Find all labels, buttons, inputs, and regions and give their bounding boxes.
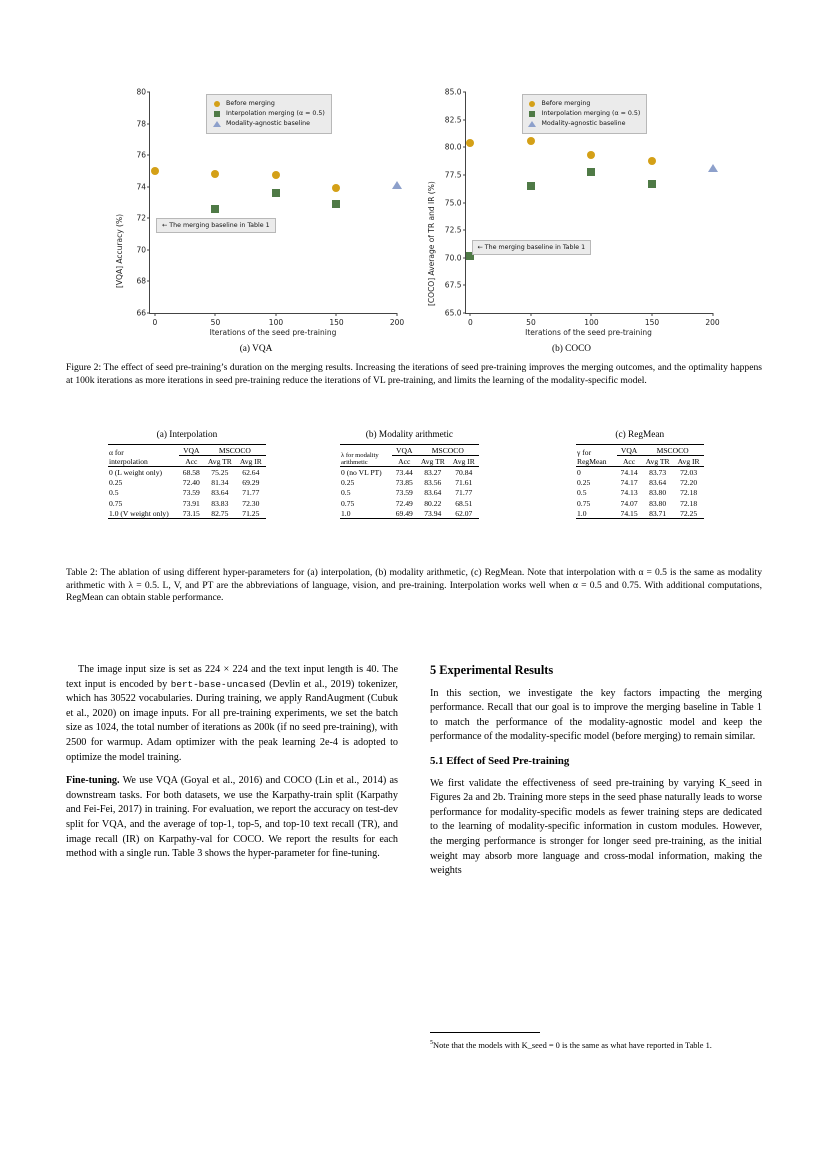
y-tick: 72.5 xyxy=(444,225,462,235)
table-row-label: 0 (L weight only) xyxy=(108,467,179,478)
y-tick: 85.0 xyxy=(444,87,462,97)
y-tick: 72 xyxy=(136,213,146,223)
coco-legend xyxy=(522,94,648,134)
tokenizer-name: bert-base-uncased xyxy=(170,678,266,690)
table-2a-col1-line1: α for xyxy=(109,447,124,457)
table-cell: 73.44 xyxy=(392,467,417,478)
body-column-left xyxy=(66,663,398,871)
table-row-label: 0.75 xyxy=(577,498,591,508)
y-tick: 80.0 xyxy=(444,142,462,152)
table-2a-title: (a) Interpolation xyxy=(156,430,218,440)
legend-label: Interpolation merging (α = 0.5) xyxy=(541,110,641,117)
y-tick: 80 xyxy=(136,87,146,97)
table-2a-grid xyxy=(108,444,266,519)
data-point-before-merging xyxy=(527,137,535,145)
table-2b-sub-tr: Avg TR xyxy=(420,456,445,466)
paragraph-implementation xyxy=(66,663,398,765)
figure-2b xyxy=(421,88,723,353)
table-cell: 71.77 xyxy=(242,488,260,498)
data-point-modality-agnostic-baseline xyxy=(392,181,402,189)
table-cell: 71.25 xyxy=(236,508,266,519)
table-cell: 69.29 xyxy=(242,478,260,488)
table-cell: 83.71 xyxy=(642,508,674,519)
table-row-label: 0.75 xyxy=(109,498,123,508)
table-cell: 62.07 xyxy=(449,508,479,519)
table-row-label: 1.0 xyxy=(340,508,392,519)
coco-annotation: ← The merging baseline in Table 1 xyxy=(472,240,592,255)
table-cell: 68.51 xyxy=(455,498,473,508)
table-row-label: 0.5 xyxy=(341,488,351,498)
table-2b-grid xyxy=(340,444,479,519)
legend-label: Before merging xyxy=(541,100,591,107)
table-cell: 81.34 xyxy=(211,478,229,488)
data-point-modality-agnostic-baseline xyxy=(708,164,718,172)
data-point-interpolation-merging xyxy=(587,168,595,176)
table-cell: 83.83 xyxy=(211,498,229,508)
table-cell: 73.85 xyxy=(395,478,413,488)
table-cell: 83.64 xyxy=(649,478,667,488)
table-cell: 83.80 xyxy=(649,488,667,498)
table-cell: 62.64 xyxy=(236,467,266,478)
table-cell: 83.27 xyxy=(417,467,449,478)
table-2a-sub-acc: Acc xyxy=(185,456,198,466)
table-cell: 72.40 xyxy=(182,478,200,488)
table-cell: 72.20 xyxy=(680,478,698,488)
table-cell: 71.77 xyxy=(455,488,473,498)
table-2b-col1-line1: λ for modality xyxy=(341,451,379,459)
x-tick: 200 xyxy=(705,318,720,327)
data-point-before-merging xyxy=(648,157,656,165)
coco-plot-axes xyxy=(444,87,720,327)
y-tick: 66 xyxy=(136,308,146,318)
legend-marker-square xyxy=(528,111,537,117)
table-2c-sub-acc: Acc xyxy=(622,456,636,466)
legend-label: Interpolation merging (α = 0.5) xyxy=(226,110,325,117)
x-tick: 150 xyxy=(329,318,344,327)
coco-plot-area xyxy=(444,87,720,327)
x-tick: 0 xyxy=(152,318,158,327)
table-2-caption: Table 2: The ablation of using different hyper-parameters for (a) interpolation, (b) modality arithmetic, (c) RegMean. Note that interpolation with α = 0.5 is the same as modality arithmetic with λ = 0.5. L, V, and PT are the abbreviations of language, vision, and pre-training. Interpolation works well when α = 0.5 and 0.75. With additional computations, RegMean can obtain stable performance. xyxy=(66,567,762,604)
paragraph-heading-finetuning: Fine-tuning. xyxy=(66,775,120,787)
table-cell: 73.59 xyxy=(395,488,413,498)
table-2c-group-vqa: VQA xyxy=(617,445,642,456)
table-cell: 74.15 xyxy=(617,508,642,519)
data-point-before-merging xyxy=(587,151,595,159)
table-2b-group-vqa: VQA xyxy=(392,445,417,456)
x-tick: 200 xyxy=(389,318,405,327)
y-tick: 74 xyxy=(136,182,146,192)
data-point-before-merging xyxy=(151,167,159,175)
data-point-interpolation-merging xyxy=(332,200,340,208)
data-point-interpolation-merging xyxy=(527,182,535,190)
paragraph-seed-pretraining: We first validate the effectiveness of seed pre-training by varying K_seed in Figures 2a and 2b. Training more steps in the seed phase naturally leads to worse performance for modality-specific models as fewer training steps are dedicated to the learning of modality-specific information in custom modules. However, the merging performance is stronger for longer seed pre-training, as the initial weight may absorb more language and cross-modal information, making the weights xyxy=(430,777,762,877)
table-row-label: 0 xyxy=(576,467,617,478)
data-point-before-merging xyxy=(211,170,219,178)
table-2c-group-mscoco: MSCOCO xyxy=(642,445,704,456)
table-2c-col1-line2: RegMean xyxy=(577,456,607,466)
table-cell: 83.73 xyxy=(642,467,674,478)
table-cell: 73.15 xyxy=(179,508,204,519)
table-2b-sub-ir: Avg IR xyxy=(452,456,475,466)
table-row-label: 1.0 xyxy=(576,508,617,519)
y-tick: 68 xyxy=(136,276,146,286)
table-cell: 72.25 xyxy=(674,508,704,519)
table-2a xyxy=(108,430,266,519)
table-2a-group-vqa: VQA xyxy=(179,445,204,456)
table-cell: 74.07 xyxy=(620,498,638,508)
table-cell: 74.14 xyxy=(617,467,642,478)
figure-2b-subcaption: (b) COCO xyxy=(552,344,591,354)
table-cell: 71.61 xyxy=(455,478,473,488)
table-cell: 72.30 xyxy=(242,498,260,508)
y-tick: 75.0 xyxy=(444,198,462,207)
table-2b-group-mscoco: MSCOCO xyxy=(417,445,479,456)
data-point-interpolation-merging xyxy=(272,189,280,197)
table-cell: 83.80 xyxy=(649,498,667,508)
table-row-label: 0.75 xyxy=(341,498,355,508)
footnote-marker: 5 xyxy=(430,1040,434,1047)
vqa-plot-area xyxy=(136,87,405,327)
table-cell: 83.56 xyxy=(424,478,442,488)
table-2c xyxy=(576,430,704,519)
figure-2 xyxy=(105,88,722,353)
figure-2a xyxy=(105,88,407,353)
para-text-b: (Devlin et al., 2019) tokenizer, which has 30522 vocabularies. During training, we apply RandAugment (Cubuk et al., 2020) on image inputs. For all pre-training experiments, we set the batch size as 1024, the total number of iterations as 200k (if no seed pre-training), with 2500 for warmup. Adam optimizer with the peak learning 2e-4 is adopted to optimize the model training. xyxy=(66,678,398,763)
table-cell: 83.64 xyxy=(211,488,229,498)
vqa-legend xyxy=(206,94,332,134)
table-cell: 68.58 xyxy=(179,467,204,478)
x-tick: 150 xyxy=(644,318,660,327)
table-cell: 72.03 xyxy=(674,467,704,478)
table-cell: 83.64 xyxy=(424,488,442,498)
vqa-y-axis-label: [VQA] Accuracy (%) xyxy=(115,213,124,288)
table-cell: 72.18 xyxy=(680,498,698,508)
y-tick: 78 xyxy=(136,119,146,129)
table-2b-title: (b) Modality arithmetic xyxy=(365,430,454,440)
vqa-x-axis-label: Iterations of the seed pre-training xyxy=(209,328,337,337)
y-tick: 70 xyxy=(136,245,146,255)
table-row-label: 0.25 xyxy=(341,478,355,488)
data-point-interpolation-merging xyxy=(211,205,219,213)
table-2a-col1-line2: interpolation xyxy=(109,456,148,466)
table-row-label: 0.25 xyxy=(577,478,591,488)
table-cell: 74.13 xyxy=(620,488,638,498)
figure-2-caption: Figure 2: The effect of seed pre-training’s duration on the merging results. Increasing the iterations of seed pre-training improves the merging outcomes, and the optimality happens at 100k iterations as more iterations in seed pre-training reduce the iterations of VL pre-training, and limits the learning of the modality-specific model. xyxy=(66,362,762,386)
legend-marker-square xyxy=(212,111,221,117)
vqa-plot-axes xyxy=(136,87,405,327)
legend-label: Before merging xyxy=(226,100,275,107)
x-tick: 50 xyxy=(526,318,536,327)
table-2c-sub-tr: Avg TR xyxy=(645,456,670,466)
table-2 xyxy=(66,430,762,560)
table-row-label: 1.0 (V weight only) xyxy=(108,508,179,519)
table-row-label: 0 (no VL PT) xyxy=(340,467,392,478)
table-2c-title: (c) RegMean xyxy=(615,430,665,440)
table-row-label: 0.5 xyxy=(577,488,587,498)
y-tick: 70.0 xyxy=(444,253,462,263)
figure-2a-subcaption: (a) VQA xyxy=(239,344,273,354)
body-column-right xyxy=(430,663,762,888)
table-cell: 74.17 xyxy=(620,478,638,488)
x-tick: 50 xyxy=(210,318,221,327)
para-text-finetuning: We use VQA (Goyal et al., 2016) and COCO (Lin et al., 2014) as downstream tasks. For both datasets, we use the Karpathy-train split (Karpathy and Fei-Fei, 2017) in training. For evaluation, we report the accuracy on test-dev split for VQA, and the average of top-1, top-5, and top-10 text recall (TR), and image recall (IR) on Karpathy-val for COCO. We report the results for each method with a single run. Table 3 shows the hyper-parameter for fine-tuning. xyxy=(66,775,398,860)
paragraph-finetuning xyxy=(66,774,398,862)
para-text-a: The image input size is set as 224 × 224 and the text input length is 40. The text input is encoded by xyxy=(66,664,398,690)
table-cell: 72.49 xyxy=(395,498,413,508)
legend-marker-triangle xyxy=(212,121,221,127)
table-2b-sub-acc: Acc xyxy=(398,456,411,466)
coco-y-axis-label: [COCO] Average of TR and IR (%) xyxy=(426,181,436,306)
x-tick: 0 xyxy=(468,318,473,327)
x-tick: 100 xyxy=(584,318,599,327)
y-tick: 65.0 xyxy=(444,308,462,318)
table-cell: 72.18 xyxy=(680,488,698,498)
table-2b xyxy=(340,430,479,519)
data-point-before-merging xyxy=(332,184,340,192)
table-2c-grid xyxy=(576,444,704,519)
y-tick: 82.5 xyxy=(444,115,462,125)
table-cell: 80.22 xyxy=(424,498,442,508)
footnote-text: Note that the models with K_seed = 0 is the same as what have reported in Table 1. xyxy=(433,1041,712,1050)
footnote-5 xyxy=(430,1040,762,1051)
data-point-interpolation-merging xyxy=(648,180,656,188)
data-point-before-merging xyxy=(272,171,280,179)
footnote-rule xyxy=(430,1032,540,1033)
x-tick: 100 xyxy=(268,318,284,327)
coco-x-axis-label: Iterations of the seed pre-training xyxy=(525,328,652,337)
section-heading-experimental-results: 5 Experimental Results xyxy=(430,663,554,677)
table-row-label: 0.25 xyxy=(109,478,123,488)
legend-label: Modality-agnostic baseline xyxy=(541,120,626,127)
table-cell: 70.84 xyxy=(449,467,479,478)
table-row-label: 0.5 xyxy=(109,488,119,498)
paragraph-experimental-intro: In this section, we investigate the key factors impacting the merging performance. Recall that our goal is to improve the merging baseline in Table 1 to match the performance of the modality-agnostic model and keep the performance of the modality-specific model (before merging) to remain similar. xyxy=(430,687,762,743)
legend-marker-circle xyxy=(528,101,537,107)
table-cell: 75.25 xyxy=(204,467,236,478)
legend-label: Modality-agnostic baseline xyxy=(226,120,311,127)
y-tick: 76 xyxy=(136,150,146,160)
vqa-annotation: ← The merging baseline in Table 1 xyxy=(156,218,276,233)
table-2c-sub-ir: Avg IR xyxy=(677,456,700,466)
table-2c-col1-line1: γ for xyxy=(577,447,592,457)
y-tick: 77.5 xyxy=(444,170,462,180)
legend-marker-triangle xyxy=(528,121,537,127)
legend-marker-circle xyxy=(212,101,221,107)
table-2a-group-mscoco: MSCOCO xyxy=(204,445,266,456)
subsection-heading-seed-pretraining: 5.1 Effect of Seed Pre-training xyxy=(430,754,570,767)
table-cell: 73.59 xyxy=(182,488,200,498)
table-2a-sub-tr: Avg TR xyxy=(207,456,232,466)
table-cell: 73.94 xyxy=(417,508,449,519)
table-2a-sub-ir: Avg IR xyxy=(239,456,262,466)
table-cell: 82.75 xyxy=(204,508,236,519)
data-point-before-merging xyxy=(466,139,474,147)
y-tick: 67.5 xyxy=(444,280,462,290)
table-cell: 73.91 xyxy=(182,498,200,508)
table-2b-col1-line2: arithmetic xyxy=(341,458,368,466)
table-cell: 69.49 xyxy=(392,508,417,519)
